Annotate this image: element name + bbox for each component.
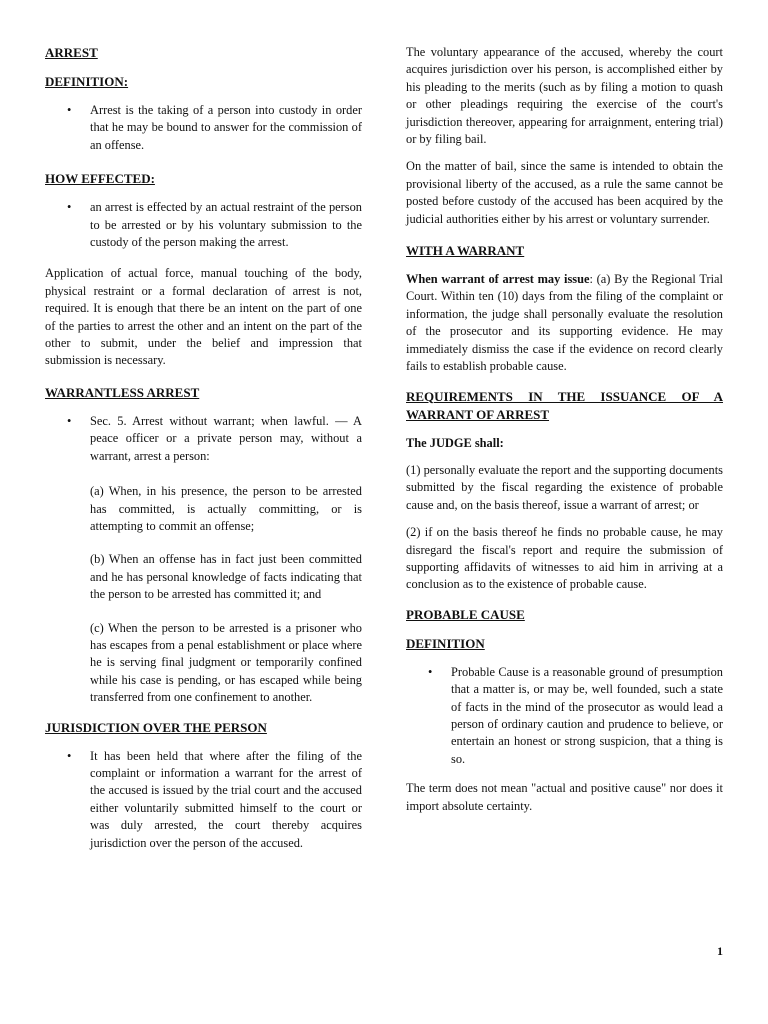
how-effected-text: an arrest is effected by an actual restraint of the person to be arrested or by his voluntary submission to the custody of the person making the arrest. bbox=[90, 200, 362, 250]
clause-b: (b) When an offense has in fact just been committed and he has personal knowledge of facts indicating that the person to be arrested has committed it; and bbox=[90, 552, 362, 602]
bullet-icon: • bbox=[67, 103, 72, 117]
list-item-how-effected bbox=[45, 199, 362, 251]
heading-definition-2: DEFINITION bbox=[406, 635, 485, 651]
judge-shall-label: The JUDGE shall: bbox=[406, 435, 504, 450]
bullet-icon: • bbox=[428, 664, 433, 679]
heading-how-effected: HOW EFFECTED: bbox=[45, 171, 155, 187]
arrest-definition-text: Arrest is the taking of a person into custody in order that he may be bound to answer for the commission of an offense. bbox=[90, 103, 362, 152]
clause-a: (a) When, in his presence, the person to be arrested has committed, is actually committing, or is attempting to commit an offense; bbox=[90, 484, 362, 533]
probable-cause-text: Probable Cause is a reasonable ground of presumption that a matter is, or may be, well founded, such a state of facts in the mind of the prosecutor as would lead a person of ordinary caution and prudence to believe, or entertain an honest or strong suspicion, that a thing is so. bbox=[451, 664, 723, 766]
heading-probable-cause: PROBABLE CAUSE bbox=[406, 606, 525, 622]
list-item-sec5 bbox=[45, 413, 362, 465]
requirement-2: (2) if on the basis thereof he finds no probable cause, he may disregard the fiscal's report and require the submission of supporting affidavits of witnesses to aid him in arriving at a conclusion as to the existence of probable cause. bbox=[406, 525, 723, 592]
left-column bbox=[45, 44, 362, 862]
right-column bbox=[406, 44, 723, 825]
list-item-probable-cause bbox=[406, 664, 723, 768]
clause-c: (c) When the person to be arrested is a prisoner who has escapes from a penal establishment or place where he is serving final judgment or temporarily confined while his case is pending, or has escaped while being transferred from one confinement to another. bbox=[90, 620, 362, 705]
heading-arrest: ARREST bbox=[45, 45, 98, 60]
bullet-icon: • bbox=[67, 413, 72, 428]
application-paragraph: Application of actual force, manual touching of the body, physical restraint or a formal declaration of arrest is not, required. It is enough that there be an intent on the part of one of the parties to arrest the other and an intent on the part of the other to submit, under the belief and impression that submission is necessary. bbox=[45, 266, 362, 368]
heading-with-warrant: WITH A WARRANT bbox=[406, 243, 525, 259]
voluntary-appearance-paragraph: The voluntary appearance of the accused, whereby the court acquires jurisdiction over his person, is accomplished either by his pleading to the merits (such as by filing a motion to quash or other pleadings requiring the exercise of the court's jurisdiction thereover, appearing for arraignment, entering trial) or by filing bail. bbox=[406, 45, 723, 147]
bail-paragraph: On the matter of bail, since the same is intended to obtain the provisional liberty of the accused, as a rule the same cannot be posted before custody of the accused has been acquired by the judicial authorities either by his arrest or voluntary surrender. bbox=[406, 159, 723, 226]
list-item-jurisdiction bbox=[45, 748, 362, 852]
when-warrant-paragraph bbox=[406, 271, 723, 375]
bullet-icon: • bbox=[67, 200, 72, 215]
heading-jurisdiction: JURISDICTION OVER THE PERSON bbox=[45, 719, 267, 735]
when-warrant-label: When warrant of arrest may issue bbox=[406, 272, 590, 287]
bullet-icon: • bbox=[67, 748, 72, 763]
heading-definition: DEFINITION: bbox=[45, 74, 129, 89]
term-paragraph: The term does not mean "actual and positive cause" nor does it import absolute certainty. bbox=[406, 781, 723, 813]
page-number: 1 bbox=[717, 944, 723, 958]
when-warrant-text: : (a) By the Regional Trial Court. Within ten (10) days from the filing of the complaint or information, the judge shall personally evaluate the resolution of the prosecutor and its supporting evidence. He may immediately dismiss the case if the evidence on record clearly fails to establish probable cause. bbox=[406, 272, 723, 374]
list-item-arrest-definition bbox=[45, 102, 362, 154]
heading-requirements: REQUIREMENTS IN THE ISSUANCE OF A WARRANT OF ARREST bbox=[406, 388, 723, 422]
jurisdiction-text: It has been held that where after the filing of the complaint or information a warrant for the arrest of the accused is issued by the trial court and the accused either voluntarily submitted himself to the court or was duly arrested, the court thereby acquires jurisdiction over the person of the accused. bbox=[90, 748, 362, 850]
heading-warrantless-arrest: WARRANTLESS ARREST bbox=[45, 384, 200, 400]
sec5-text: Sec. 5. Arrest without warrant; when lawful. — A peace officer or a private person may, without a warrant, arrest a person: bbox=[90, 413, 362, 463]
requirement-1: (1) personally evaluate the report and the supporting documents submitted by the fiscal regarding the existence of probable cause and, on the basis thereof, issue a warrant of arrest; or bbox=[406, 462, 723, 512]
